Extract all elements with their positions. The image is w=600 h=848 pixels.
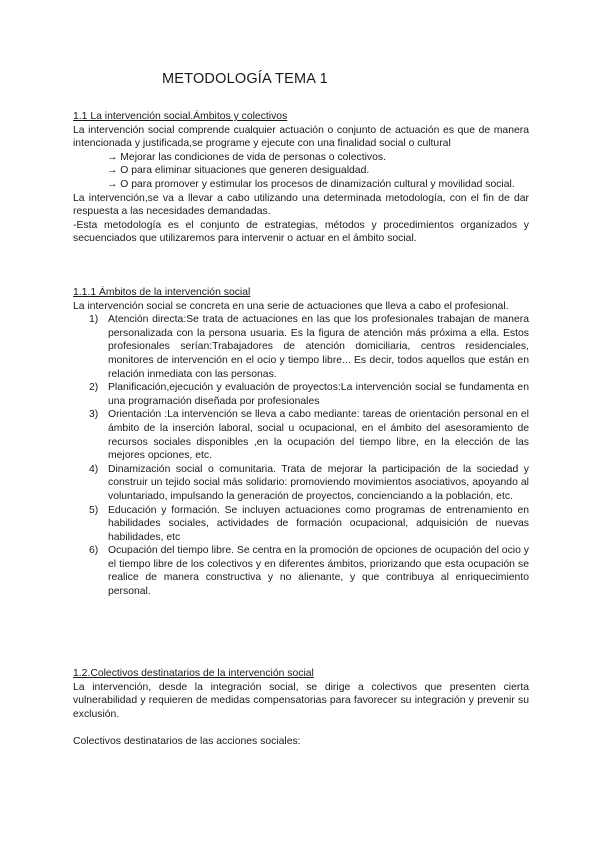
paragraph: -Esta metodología es el conjunto de estrategias, métodos y procedimientos organizados y secuenciados que utilizaremos para intervenir o actuar en el ámbito social. [73,219,529,245]
paragraph: Colectivos destinatarios de las acciones sociales: [73,735,301,747]
section-1-2 [73,667,529,749]
arrow-list [107,151,529,192]
arrow-item: → Mejorar las condiciones de vida de personas o colectivos. [107,151,386,163]
arrow-item: → O para eliminar situaciones que generen desigualdad. [107,165,370,177]
section-1-1 [73,110,529,246]
paragraph: La intervención social se concreta en una serie de actuaciones que lleva a cabo el profesional. [73,300,509,312]
list-item: 1) Atención directa:Se trata de actuaciones en las que los profesionales trabajan de manera personalizada con la persona usuaria. Es la figura de atención más próxima a ella. Estos profesionales serían:Trabajadores de atención domiciliaria, centros residenciales, monitores de intervención en el ocio y tiempo libre... Es decir, todos aquellos que están en relación inmediata con las personas. [89,314,529,380]
arrow-item: → O para promover y estimular los procesos de dinamización cultural y movilidad social. [107,178,515,190]
list-item: 2) Planificación,ejecución y evaluación de proyectos:La intervención social se fundamenta en una programación diseñada por profesionales [89,382,529,407]
list-item: 6) Ocupación del tiempo libre. Se centra en la promoción de opciones de ocupación del ocio y el tiempo libre de los colectivos y en diferentes ámbitos, priorizando que esta ocupación se realice de manera constructiva y no alienante, y que contribuya al enriquecimiento personal. [89,545,529,598]
section-heading: 1.1.1 Ámbitos de la intervención social [73,287,251,298]
list-item: 4) Dinamización social o comunitaria. Trata de mejorar la participación de la sociedad y construir un tejido social más solidario: promoviendo movimientos asociativos, apoyando al voluntariado, impulsando la generación de proyectos, concienciando a la población, etc. [89,463,529,502]
list-item: 5) Educación y formación. Se incluyen actuaciones como programas de entrenamiento en habilidades sociales, actividades de formación ocupacional, adquisición de nuevas habilidades, etc [89,504,529,543]
list-item: 3) Orientación :La intervención se lleva a cabo mediante: tareas de orientación personal en el ámbito de la inserción laboral, social u ocupacional, en el ámbito del asesoramiento de recursos sociales disponibles ,en la ocupación del tiempo libre, en la elección de las mejores opciones, etc. [89,409,529,462]
paragraph: La intervención, desde la integración social, se dirige a colectivos que presenten cierta vulnerabilidad y requieren de medidas compensatorias para favorecer su integración y prevenir su exclusión. [73,681,529,720]
page-title: METODOLOGÍA TEMA 1 [162,71,328,87]
section-heading: 1.2.Colectivos destinatarios de la intervención social [73,668,314,679]
section-1-1-1 [73,286,529,599]
paragraph: La intervención,se va a llevar a cabo utilizando una determinada metodología, con el fin de dar respuesta a las necesidades demandadas. [73,192,529,218]
numbered-list [73,313,529,598]
section-heading: 1.1 La intervención social.Ámbitos y colectivos [73,111,288,122]
paragraph: La intervención social comprende cualquier actuación o conjunto de actuación es que de manera intencionada y justificada,se programe y ejecute con una finalidad social o cultural [73,124,529,150]
